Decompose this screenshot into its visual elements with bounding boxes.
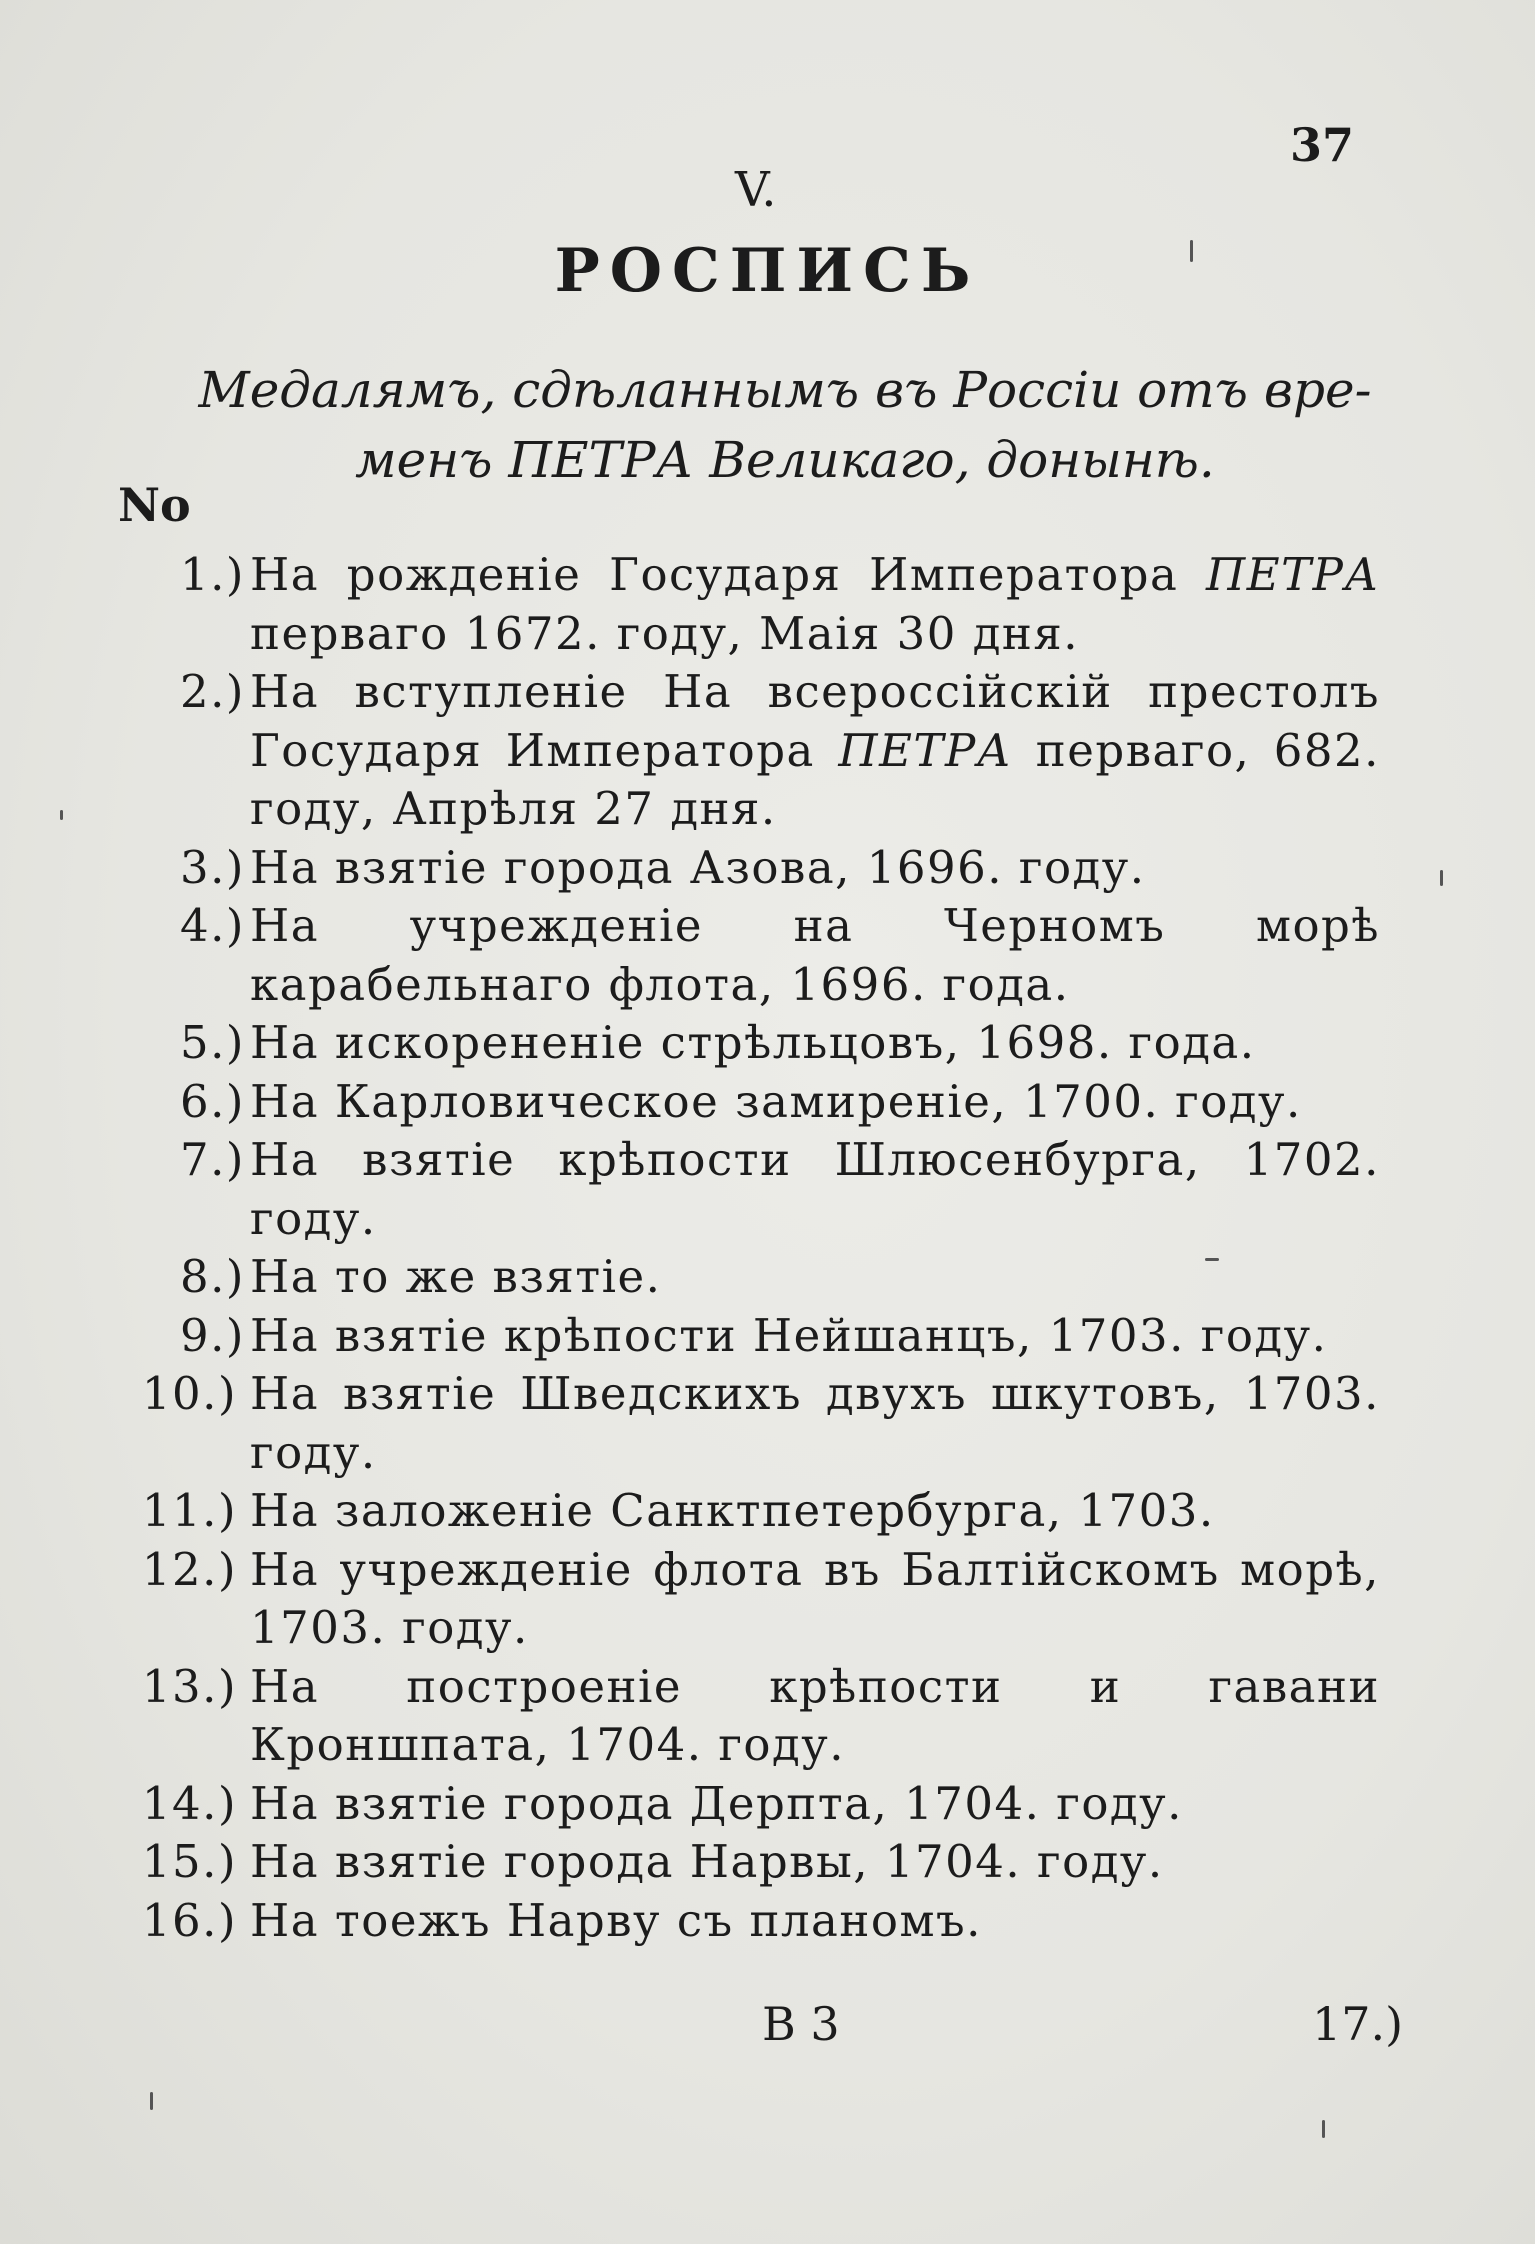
list-item-text: На рожденiе Государя Императора ПЕТРА перваго 1672. году, Маiя 30 дня. — [250, 548, 1380, 660]
list-item-text: На искорененiе стрѣльцовъ, 1698. года. — [250, 1016, 1256, 1069]
section-number: V. — [735, 162, 777, 218]
list-item-text: На взятiе города Азова, 1696. году. — [250, 840, 1146, 894]
list-item-number: 8.) — [180, 1250, 245, 1303]
list-item — [140, 1658, 1380, 1775]
list-item-text: На построенiе крѣпости и гавани Кроншпата, 1704. году. — [250, 1659, 1380, 1771]
list-item-text: На взятiе города Дерпта, 1704. году. — [250, 1776, 1183, 1830]
list-item — [140, 663, 1380, 839]
paper-speck — [150, 2092, 153, 2110]
list-item — [140, 1833, 1380, 1892]
list-item-number: 9.) — [180, 1308, 245, 1362]
list-item — [140, 546, 1380, 663]
paper-speck — [1322, 2120, 1325, 2138]
list-item — [140, 839, 1380, 898]
paper-speck — [60, 810, 63, 820]
list-item-number: 12.) — [141, 1542, 237, 1596]
list-item-text: На то же взятiе. — [250, 1250, 662, 1303]
paper-speck — [1205, 1258, 1219, 1261]
list-item — [140, 1248, 1380, 1307]
list-item-text: На взятiе крѣпости Нейшанцъ, 1703. году. — [250, 1308, 1328, 1362]
list-item-text: На учрежденiе на Черномъ морѣ карабельнаго флота, 1696. года. — [250, 899, 1380, 1011]
list-item — [140, 1775, 1380, 1834]
list-item-text: На тоежъ Нарву съ планомъ. — [250, 1893, 982, 1947]
list-item-number: 14.) — [141, 1776, 237, 1830]
list-item — [140, 1541, 1380, 1658]
list-item — [140, 1073, 1380, 1132]
subtitle-line-2: менъ ПЕТРА Великаго, донынѣ. — [355, 431, 1215, 489]
list-item-text: На взятiе крѣпости Шлюсенбурга, 1702. году. — [250, 1133, 1380, 1245]
list-item-number: 16.) — [141, 1893, 237, 1947]
catchword: 17.) — [1312, 1997, 1404, 2051]
list-item-number: 4.) — [180, 899, 245, 952]
signature-mark: В 3 — [762, 1997, 840, 2051]
paper-speck — [1190, 240, 1193, 262]
list-item-number: 10.) — [141, 1367, 237, 1420]
page-subtitle — [170, 355, 1400, 495]
list-item — [140, 1307, 1380, 1366]
list-item-number: 13.) — [141, 1659, 237, 1713]
list-item-text: На вступленiе На всероссiйскiй престолъ Государя Императора ПЕТРА перваго, 682. году, Апрѣля 27 дня. — [250, 665, 1380, 835]
number-column-mark: No — [118, 478, 191, 532]
list-item — [140, 897, 1380, 1014]
list-item-text: На учрежденiе флота въ Балтiйскомъ морѣ, 1703. году. — [250, 1542, 1380, 1654]
list-item-text: На Карловическое замиренiе, 1700. году. — [250, 1074, 1302, 1128]
list-item-text: На взятiе города Нарвы, 1704. году. — [250, 1835, 1164, 1888]
list-item — [140, 1131, 1380, 1248]
list-item-number: 7.) — [180, 1133, 245, 1186]
page-title: РОСПИСЬ — [554, 236, 981, 306]
list-item-number: 15.) — [141, 1835, 237, 1888]
list-item-number: 11.) — [141, 1484, 237, 1537]
page-number: 37 — [1290, 118, 1355, 172]
list-item-number: 5.) — [180, 1016, 245, 1069]
list-item — [140, 1892, 1380, 1951]
list-item-number: 1.) — [180, 548, 245, 601]
list-item-number: 2.) — [180, 665, 245, 718]
medal-list — [140, 546, 1380, 1950]
list-item-text: На взятiе Шведскихъ двухъ шкутовъ, 1703. году. — [250, 1367, 1380, 1479]
paper-speck — [1440, 870, 1443, 886]
list-item-number: 3.) — [180, 840, 245, 894]
list-item — [140, 1365, 1380, 1482]
list-item — [140, 1014, 1380, 1073]
subtitle-line-1: Медалямъ, сдѣланнымъ въ Россiи отъ вре- — [198, 361, 1372, 419]
list-item — [140, 1482, 1380, 1541]
list-item-number: 6.) — [180, 1074, 245, 1128]
list-item-text: На заложенiе Санктпетербурга, 1703. — [250, 1484, 1215, 1537]
